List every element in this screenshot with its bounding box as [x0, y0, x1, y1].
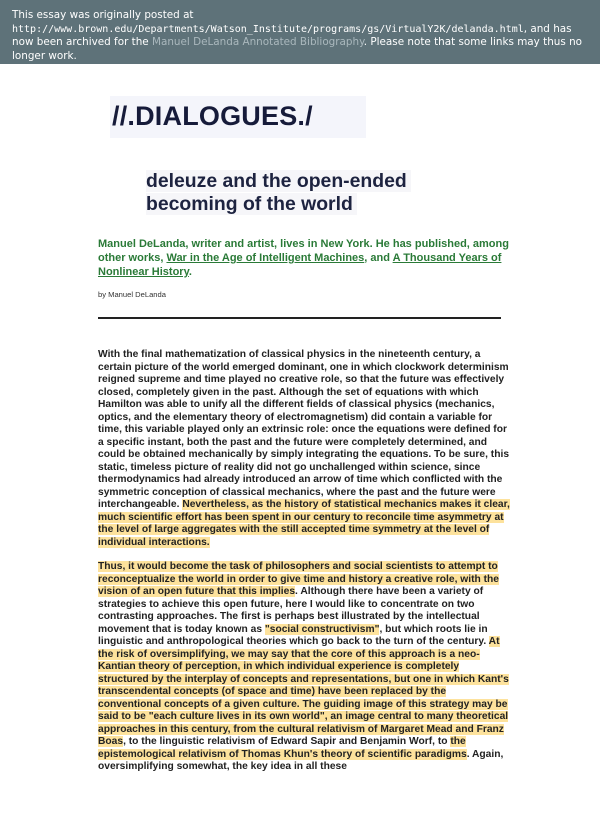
paragraph-2-text-c: , to the linguistic relativism of Edward Sapir and Benjamin Worf, to	[123, 736, 451, 747]
highlight-2a[interactable]: Thus, it would become the task of philosophers and social scientists to attempt to reconceptualize the world in order to give time and history a creative role, with the vision of an open future that this implies	[98, 561, 499, 597]
archive-notice-mid: , and has now been archived for the	[12, 22, 572, 49]
paragraph-2-text-a: . Although there have been a variety of strategies to achieve this open future, here I would like to concentrate on two contrasting approaches. The first is perhaps best illustrated by the intellectual movement that is today known as	[98, 586, 484, 635]
archive-notice-tail: . Please note that some links may thus no longer work.	[12, 36, 583, 62]
paragraph-1-text: With the final mathematization of classical physics in the nineteenth century, a certain picture of the world emerged dominant, one in which clockwork determinism reigned supreme and time played no creative role, so that the future was effectively closed, completely given in the past. Although the set of equations with which Hamilton was able to unify all the different fields of classical physics (mechanics, optics, and the elementary theory of electromagnetism) did contain a variable for time, this variable played only an extrinsic role: once the equations were defined for a specific instant, both the past and the future were completely determined, and could be obtained mechanically by simply integrating the equations. To be sure, this static, timeless picture of reality did not go unchallenged within science, since thermodynamics had already introduced an arrow of time which conflicted with the symmetric conception of classical mechanics, where the past and the future were interchangeable.	[98, 349, 510, 510]
article-title-line2: becoming of the world	[146, 193, 357, 215]
highlight-1[interactable]: Nevertheless, as the history of statistical mechanics makes it clear, much scientific effort has been spent in our century to reconcile time asymmetry at the level of large aggregates with the still accepted time symmetry at the level of individual interactions.	[98, 499, 510, 548]
book-link-war-machines[interactable]: War in the Age of Intelligent Machines	[166, 251, 365, 264]
author-intro-text: Manuel DeLanda, writer and artist, lives in New York. He has published, among other works,	[98, 238, 509, 264]
divider-rule	[98, 317, 501, 319]
byline: by Manuel DeLanda	[98, 290, 166, 299]
paragraph-2-text-b: , but which roots lie in linguistic and anthropological theories which go back to the turn of the century.	[98, 623, 489, 647]
bibliography-link[interactable]: Manuel DeLanda Annotated Bibliography	[152, 36, 364, 49]
archive-notice-banner	[0, 0, 600, 64]
article-body	[98, 349, 510, 786]
original-url: http://www.brown.edu/Departments/Watson_Institute/programs/gs/VirtualY2K/delanda.html	[12, 23, 524, 35]
paragraph-1	[98, 349, 510, 549]
highlight-2d[interactable]: the epistemological relativism of Thomas Khun's theory of scientific paradigms	[98, 736, 467, 760]
archive-notice-line1: This essay was originally posted at	[12, 9, 194, 21]
highlight-2c[interactable]: At the risk of oversimplifying, we may say that the core of this approach is a neo-Kantian theory of perception, in which individual experience is completely structured by the interplay of concepts and representations, but one in which Kant's transcendental concepts (of space and time) have been replaced by the conventional concepts of a given culture. The guiding image of this strategy may be said to be "each culture lives in its own world", an image central to many theoretical approaches in this century, from the cultural relativism of Margaret Mead and Franz Boas	[98, 636, 509, 747]
author-intro	[98, 238, 513, 279]
dialogues-masthead: //.DIALOGUES./	[110, 96, 366, 138]
paragraph-2-text-d: . Again, oversimplifying somewhat, the key idea in all these	[98, 748, 504, 772]
book-link-thousand-years[interactable]: A Thousand Years of Nonlinear History	[98, 251, 502, 278]
article-title	[146, 170, 466, 216]
author-intro-end: .	[188, 265, 192, 278]
highlight-2b[interactable]: "social constructivism"	[264, 623, 380, 635]
paragraph-2	[98, 561, 510, 774]
article-title-line1: deleuze and the open-ended	[146, 170, 411, 192]
author-intro-and: , and	[364, 251, 393, 264]
